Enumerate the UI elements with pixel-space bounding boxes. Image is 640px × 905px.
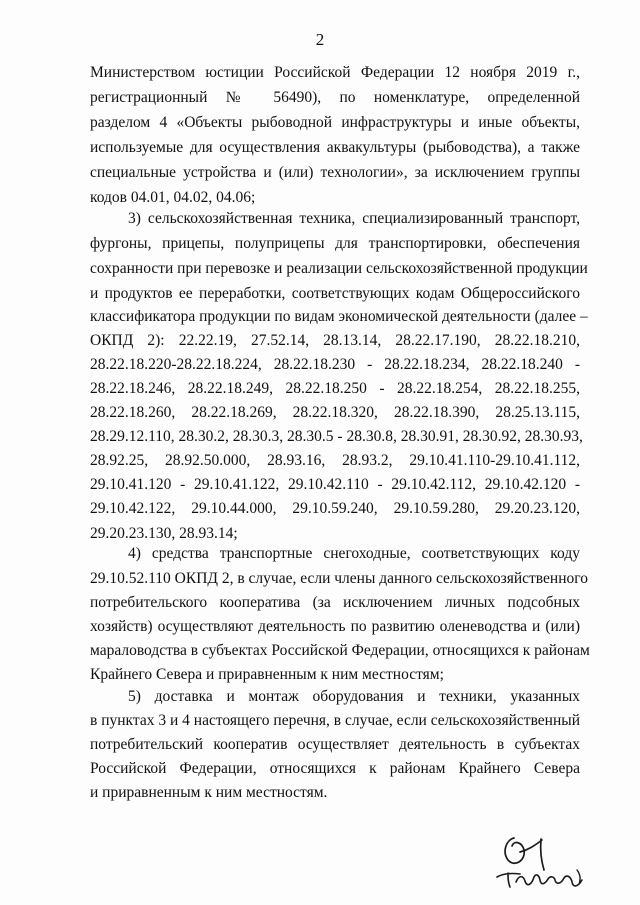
text-line: Крайнего Севера и приравненным к ним местностям; <box>90 666 444 683</box>
list-item-5-start: 5) доставка и монтаж оборудования и техники, указанных <box>128 688 580 705</box>
text-line: 28.22.18.246, 28.22.18.249, 28.22.18.250 - 28.22.18.254, 28.22.18.255, <box>90 380 580 397</box>
handwritten-signature <box>484 822 594 892</box>
text-line: разделом 4 «Объекты рыбоводной инфраструктуры и иные объекты, <box>90 114 580 131</box>
text-line: 28.22.18.260, 28.22.18.269, 28.22.18.320, 28.22.18.390, 28.25.13.115, <box>90 404 580 421</box>
text-line: ОКПД 2): 22.22.19, 27.52.14, 28.13.14, 28.22.17.190, 28.22.18.210, <box>90 332 580 349</box>
text-line: мараловодства в субъектах Российской Федерации, относящихся к районам <box>90 642 590 659</box>
text-line: 29.10.41.120 - 29.10.41.122, 29.10.42.110 - 29.10.42.112, 29.10.42.120 - <box>90 476 580 493</box>
text-line: 29.20.23.130, 28.93.14; <box>90 525 238 542</box>
text-line: 28.29.12.110, 28.30.2, 28.30.3, 28.30.5 - 28.30.8, 28.30.91, 28.30.92, 28.30.93, <box>90 428 583 445</box>
text-line: Министерством юстиции Российской Федерации 12 ноября 2019 г., <box>90 64 580 81</box>
text-line: кодов 04.01, 04.02, 04.06; <box>90 189 256 206</box>
list-item-3-start: 3) сельскохозяйственная техника, специализированный транспорт, <box>128 210 580 227</box>
text-line: и приравненным к ним местностям. <box>90 784 328 801</box>
text-line: Российской Федерации, относящихся к районам Крайнего Севера <box>90 760 580 777</box>
page-number: 2 <box>315 30 325 49</box>
text-line: 29.10.52.110 ОКПД 2, в случае, если члены данного сельскохозяйственного <box>90 570 588 587</box>
text-line: фургоны, прицепы, полуприцепы для транспортировки, обеспечения <box>90 235 580 252</box>
text-line: используемые для осуществления аквакультуры (рыбоводства), а также <box>90 139 580 156</box>
text-line: потребительский кооператив осуществляет деятельность в субъектах <box>90 736 580 753</box>
text-line: регистрационный № 56490), по номенклатуре, определенной <box>90 89 580 106</box>
text-line: в пунктах 3 и 4 настоящего перечня, в случае, если сельскохозяйственный <box>90 712 580 729</box>
text-line: 29.10.42.122, 29.10.44.000, 29.10.59.240, 29.10.59.280, 29.20.23.120, <box>90 500 580 517</box>
text-line: потребительского кооператива (за исключением личных подсобных <box>90 594 580 611</box>
text-line: 28.22.18.220-28.22.18.224, 28.22.18.230 - 28.22.18.234, 28.22.18.240 - <box>90 356 580 373</box>
text-line: и продуктов ее переработки, соответствующих кодам Общероссийского <box>90 285 580 302</box>
text-line: хозяйств) осуществляют деятельность по развитию оленеводства и (или) <box>90 618 580 635</box>
text-line: сохранности при перевозке и реализации сельскохозяйственной продукции <box>90 260 588 277</box>
text-line: специальные устройства и (или) технологии», за исключением группы <box>90 164 580 181</box>
text-line: классификатора продукции по видам экономической деятельности (далее – <box>90 308 588 325</box>
list-item-4-start: 4) средства транспортные снегоходные, соответствующих коду <box>128 545 580 562</box>
text-line: 28.92.25, 28.92.50.000, 28.93.16, 28.93.2, 29.10.41.110-29.10.41.112, <box>90 452 580 469</box>
